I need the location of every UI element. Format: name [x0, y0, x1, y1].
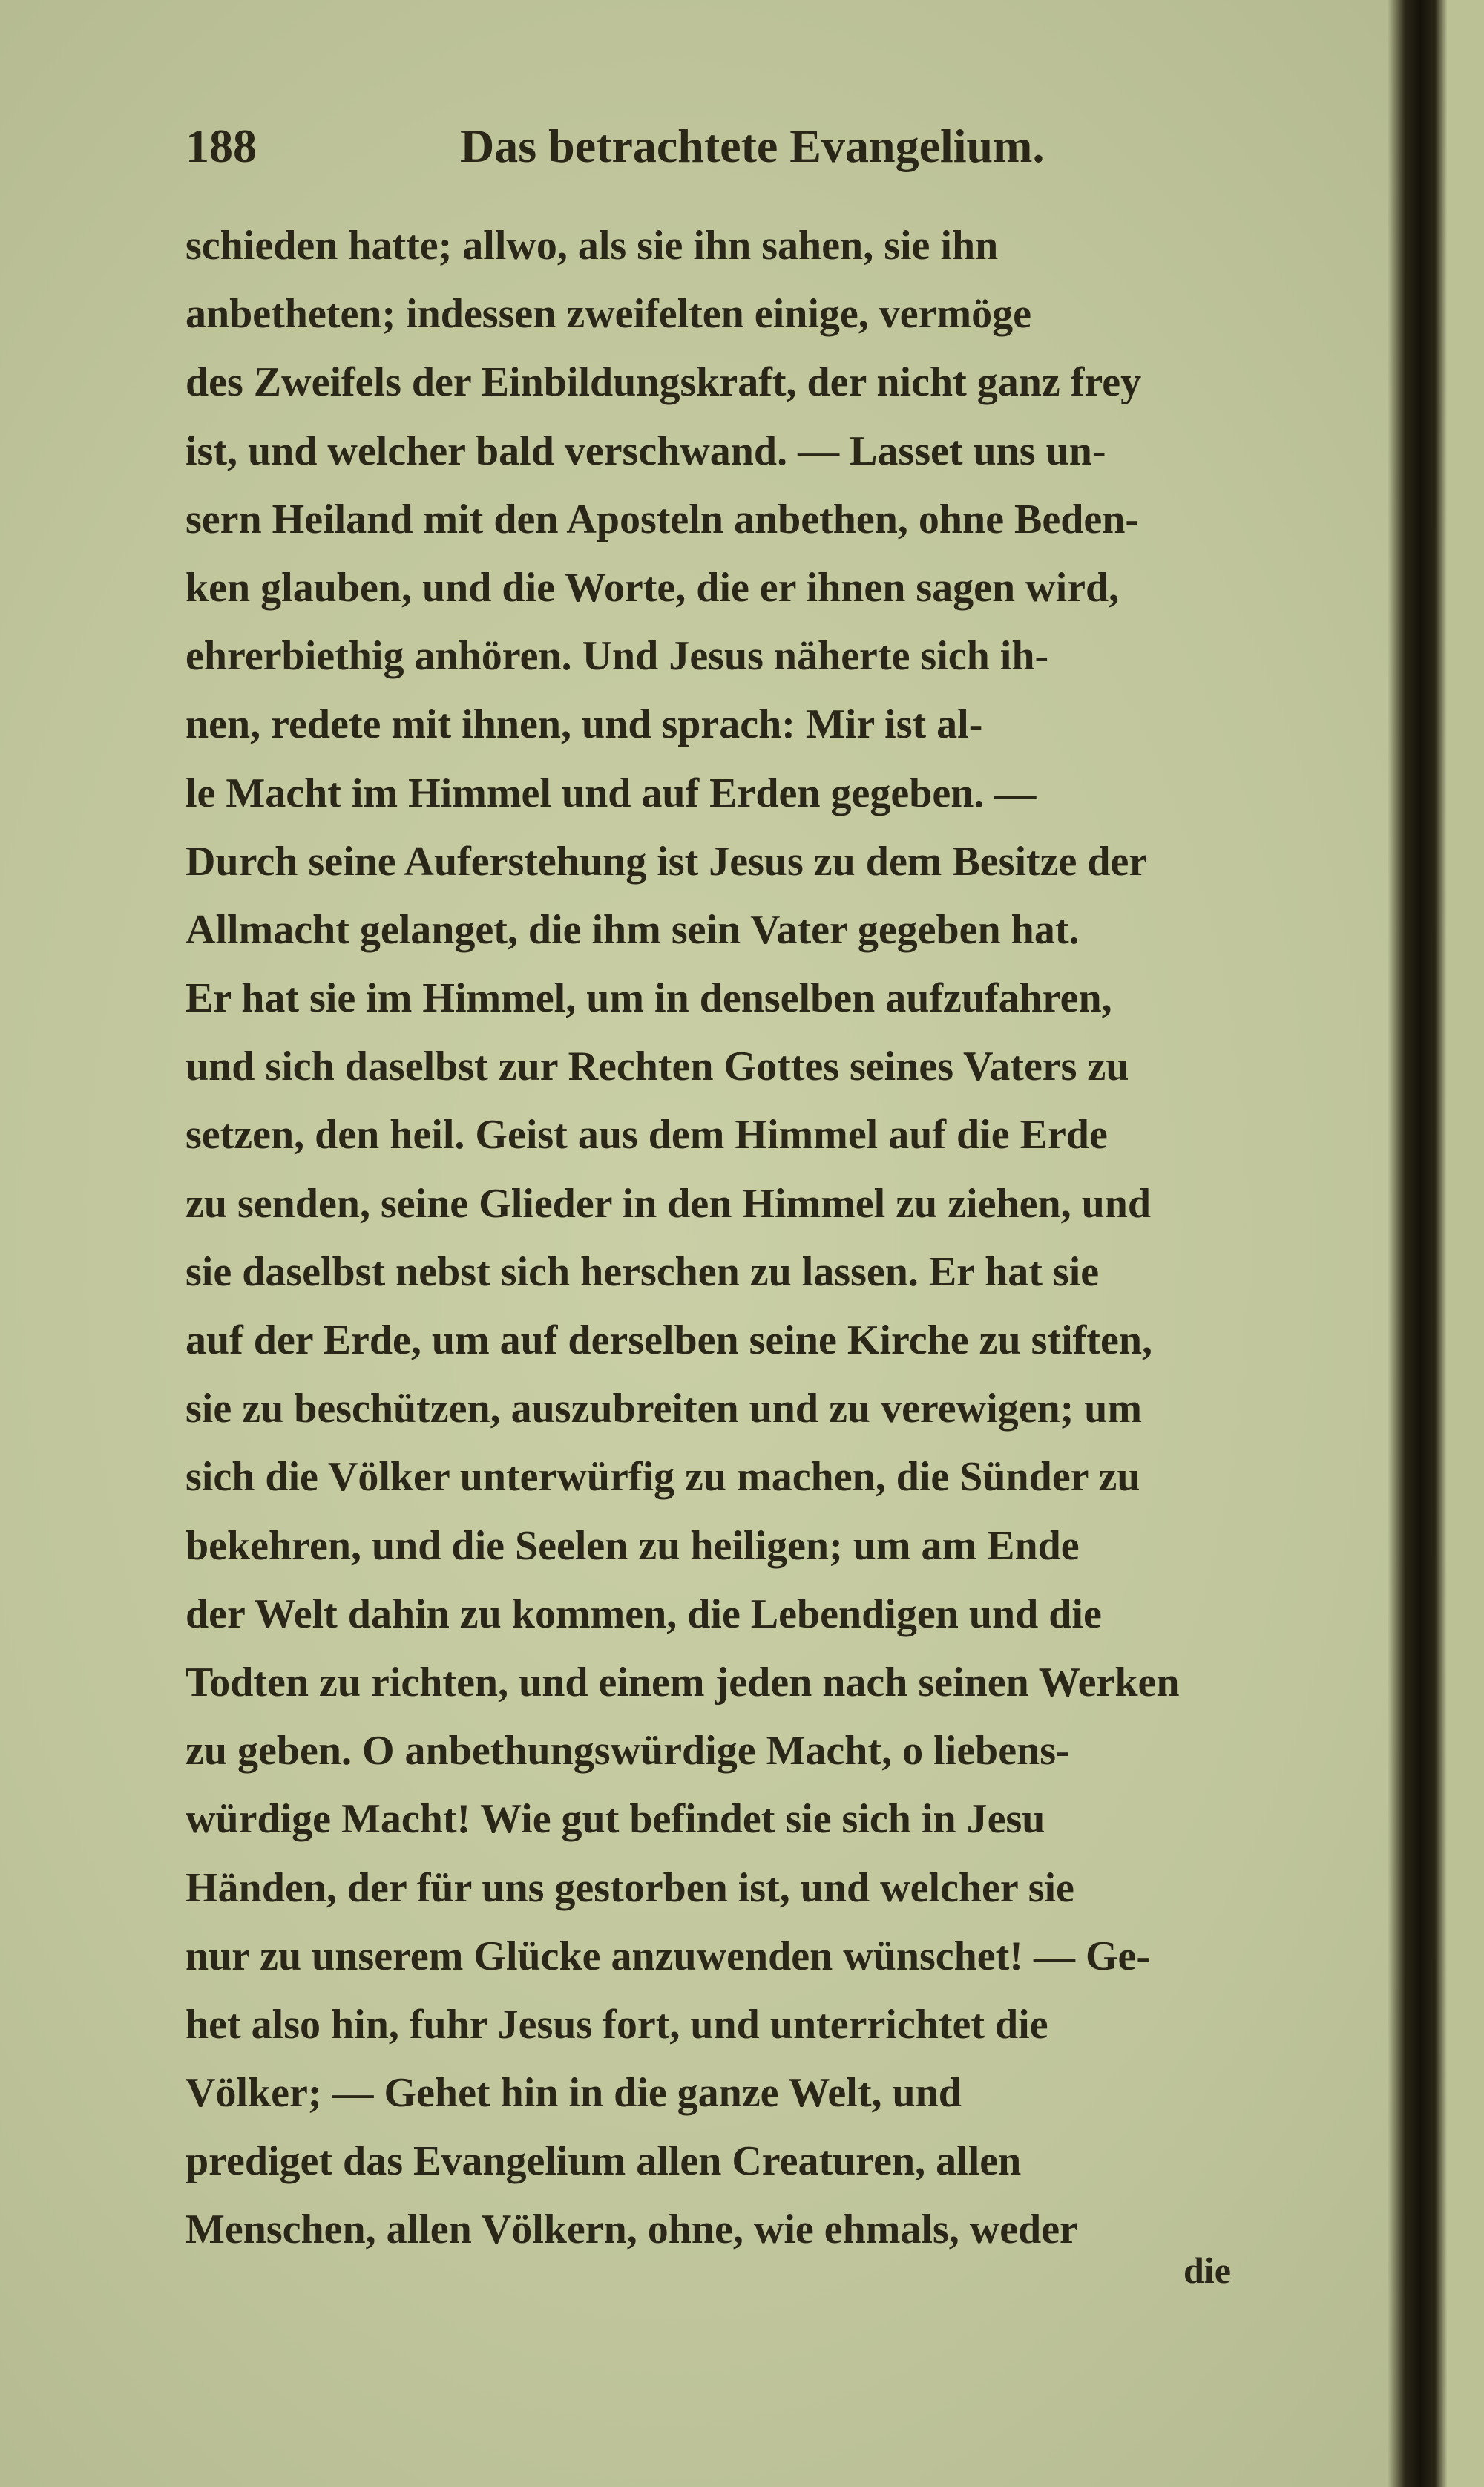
text-line: le Macht im Himmel und auf Erden gegeben. —: [186, 770, 1037, 816]
book-gutter-shadow: [1388, 0, 1447, 2487]
text-line: Durch seine Auferstehung ist Jesus zu dem Besitze der: [186, 838, 1148, 885]
text-line-row: [186, 690, 1332, 758]
text-line: ist, und welcher bald verschwand. — Lasset uns un-: [186, 427, 1106, 474]
text-line-row: [186, 1512, 1332, 1580]
running-title: Das betrachtete Evangelium.: [460, 119, 1045, 172]
text-line-row: [186, 2059, 1332, 2127]
text-line-row: [186, 1170, 1332, 1238]
text-line-row: [186, 1032, 1332, 1101]
text-line: Menschen, allen Völkern, ohne, wie ehmals, weder: [186, 2206, 1078, 2253]
text-line-row: [186, 1648, 1332, 1717]
text-line: Händen, der für uns gestorben ist, und welcher sie: [186, 1864, 1074, 1911]
text-line: schieden hatte; allwo, als sie ihn sahen, sie ihn: [186, 223, 999, 269]
text-line: Todten zu richten, und einem jeden nach seinen Werken: [186, 1659, 1180, 1705]
text-line-row: [186, 1306, 1332, 1374]
page-number: 188: [186, 119, 257, 172]
text-line: nen, redete mit ihnen, und sprach: Mir ist al-: [186, 701, 983, 748]
text-line-row: [186, 212, 1332, 280]
text-line: würdige Macht! Wie gut befindet sie sich in Jesu: [186, 1796, 1045, 1843]
text-line: prediget das Evangelium allen Creaturen, allen: [186, 2138, 1022, 2185]
text-line-row: [186, 1580, 1332, 1648]
next-page-edge: [1447, 0, 1484, 2487]
text-line: bekehren, und die Seelen zu heiligen; um am Ende: [186, 1522, 1080, 1569]
text-line: het also hin, fuhr Jesus fort, und unterrichtet die: [186, 2001, 1048, 2048]
text-line: und sich daselbst zur Rechten Gottes seines Vaters zu: [186, 1043, 1129, 1090]
text-line: sern Heiland mit den Aposteln anbethen, ohne Beden-: [186, 496, 1140, 543]
text-line: des Zweifels der Einbildungskraft, der nicht ganz frey: [186, 359, 1142, 406]
text-line-row: [186, 280, 1332, 348]
text-line: Er hat sie im Himmel, um in denselben aufzufahren,: [186, 975, 1112, 1022]
text-line-row: [186, 554, 1332, 622]
text-line: Völker; — Gehet hin in die ganze Welt, und: [186, 2070, 962, 2117]
text-line-row: [186, 1785, 1332, 1853]
text-line: auf der Erde, um auf derselben seine Kirche zu stiften,: [186, 1317, 1152, 1363]
text-line-row: [186, 417, 1332, 485]
catchword: die: [1183, 2250, 1231, 2291]
text-line-row: [186, 1101, 1332, 1169]
text-line-row: [186, 896, 1332, 964]
text-line-row: [186, 1374, 1332, 1443]
text-line-row: [186, 622, 1332, 690]
page-header: [186, 119, 1165, 186]
text-line-row: [186, 2127, 1332, 2195]
text-line: sie zu beschützen, auszubreiten und zu verewigen; um: [186, 1386, 1143, 1432]
text-line: zu geben. O anbethungswürdige Macht, o liebens-: [186, 1728, 1070, 1775]
text-line-row: [186, 1990, 1332, 2059]
text-line-row: [186, 1717, 1332, 1785]
body-text: [186, 212, 1332, 2264]
text-line: Allmacht gelanget, die ihm sein Vater gegeben hat.: [186, 906, 1080, 953]
text-line-row: [186, 1854, 1332, 1922]
text-line-row: [186, 1922, 1332, 1990]
text-line: zu senden, seine Glieder in den Himmel zu ziehen, und: [186, 1180, 1152, 1227]
text-line-row: [186, 964, 1332, 1032]
text-line: setzen, den heil. Geist aus dem Himmel auf die Erde: [186, 1112, 1108, 1159]
text-line-row: [186, 1238, 1332, 1306]
text-line-row: [186, 759, 1332, 828]
text-line: ehrerbiethig anhören. Und Jesus näherte sich ih-: [186, 633, 1049, 680]
text-line-row: [186, 348, 1332, 416]
text-line: anbetheten; indessen zweifelten einige, vermöge: [186, 291, 1031, 338]
text-line-row: [186, 828, 1332, 896]
text-line-row: [186, 2195, 1332, 2264]
text-line: sie daselbst nebst sich herschen zu lassen. Er hat sie: [186, 1248, 1100, 1295]
text-line-row: [186, 485, 1332, 554]
text-line: nur zu unserem Glücke anzuwenden wünschet! — Ge-: [186, 1933, 1151, 1979]
text-line-row: [186, 1443, 1332, 1511]
text-line: sich die Völker unterwürfig zu machen, die Sünder zu: [186, 1454, 1140, 1501]
text-line: der Welt dahin zu kommen, die Lebendigen und die: [186, 1590, 1102, 1637]
text-line: ken glauben, und die Worte, die er ihnen sagen wird,: [186, 564, 1120, 611]
